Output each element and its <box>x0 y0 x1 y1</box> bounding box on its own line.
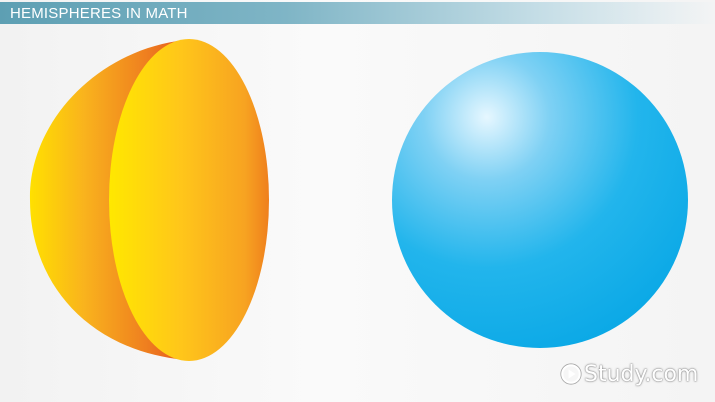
studycom-logo <box>560 360 698 388</box>
hemisphere-face <box>109 39 269 361</box>
sphere <box>392 52 688 348</box>
play-circle-icon <box>560 363 582 385</box>
slide-title: HEMISPHERES IN MATH <box>10 5 188 22</box>
logo-text: Study.com <box>584 361 699 387</box>
